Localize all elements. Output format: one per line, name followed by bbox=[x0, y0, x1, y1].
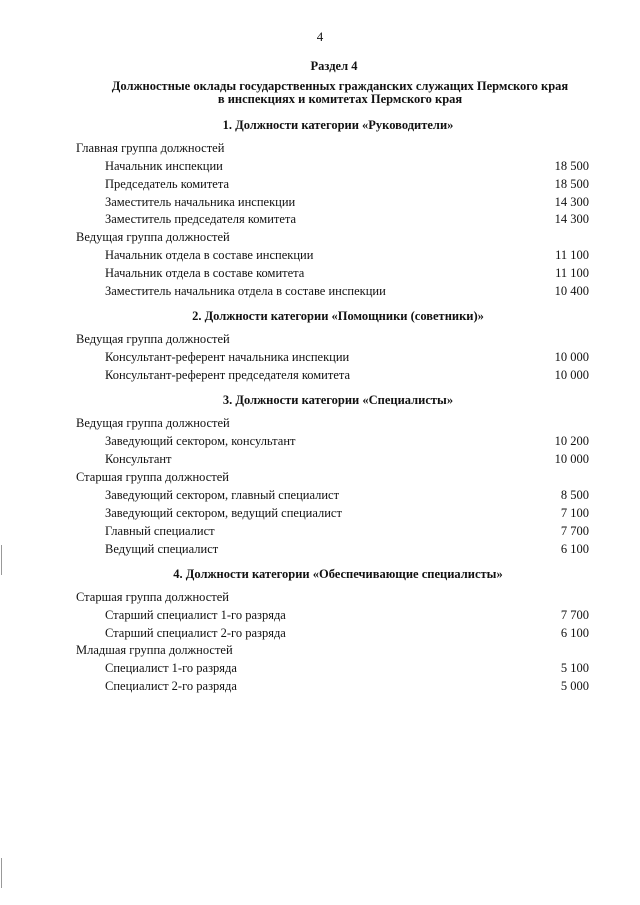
position-name: Начальник отдела в составе комитета bbox=[105, 266, 305, 280]
salary-value: 6 100 bbox=[560, 542, 589, 556]
section-heading: 1. Должности категории «Руководители» bbox=[222, 118, 454, 132]
group-name: Ведущая группа должностей bbox=[76, 230, 230, 244]
position-name: Главный специалист bbox=[105, 524, 215, 538]
group-name: Старшая группа должностей bbox=[76, 590, 229, 604]
position-name: Заведующий сектором, консультант bbox=[105, 434, 296, 448]
section-heading: 4. Должности категории «Обеспечивающие специалисты» bbox=[173, 567, 503, 581]
salary-value: 11 100 bbox=[555, 248, 589, 262]
salary-row bbox=[105, 452, 589, 468]
salary-row bbox=[105, 679, 589, 695]
salary-value: 7 100 bbox=[560, 506, 589, 520]
group-name: Ведущая группа должностей bbox=[76, 416, 230, 430]
section-heading: 3. Должности категории «Специалисты» bbox=[222, 393, 454, 407]
group-name: Младшая группа должностей bbox=[76, 643, 233, 657]
salary-value: 18 500 bbox=[554, 177, 589, 191]
group-name: Старшая группа должностей bbox=[76, 470, 229, 484]
salary-row bbox=[105, 248, 589, 264]
salary-row bbox=[105, 661, 589, 677]
salary-row bbox=[105, 608, 589, 624]
position-name: Ведущий специалист bbox=[105, 542, 219, 556]
salary-row bbox=[105, 159, 589, 175]
position-name: Заместитель начальника отдела в составе инспекции bbox=[105, 284, 386, 298]
salary-row bbox=[105, 542, 589, 558]
salary-value: 5 000 bbox=[560, 679, 589, 693]
position-name: Старший специалист 2-го разряда bbox=[105, 626, 286, 640]
position-name: Заместитель председателя комитета bbox=[105, 212, 297, 226]
salary-row bbox=[105, 284, 589, 300]
salary-row bbox=[105, 368, 589, 384]
salary-value: 10 000 bbox=[554, 368, 589, 382]
salary-row bbox=[105, 195, 589, 211]
position-name: Начальник инспекции bbox=[105, 159, 223, 173]
salary-value: 10 200 bbox=[554, 434, 589, 448]
position-name: Консультант bbox=[105, 452, 172, 466]
salary-row bbox=[105, 626, 589, 642]
salary-value: 5 100 bbox=[560, 661, 589, 675]
salary-row bbox=[105, 488, 589, 504]
document-title-line: Должностные оклады государственных гражданских служащих Пермского края bbox=[111, 79, 569, 93]
position-name: Специалист 2-го разряда bbox=[105, 679, 237, 693]
salary-row bbox=[105, 506, 589, 522]
section-heading: 2. Должности категории «Помощники (советники)» bbox=[192, 309, 484, 323]
salary-row bbox=[105, 177, 589, 193]
salary-value: 11 100 bbox=[555, 266, 589, 280]
salary-value: 14 300 bbox=[554, 212, 589, 226]
document-title-line: в инспекциях и комитетах Пермского края bbox=[217, 92, 463, 106]
salary-value: 7 700 bbox=[560, 524, 589, 538]
scan-margin-mark bbox=[1, 545, 2, 575]
salary-row bbox=[105, 434, 589, 450]
position-name: Председатель комитета bbox=[105, 177, 229, 191]
salary-value: 10 000 bbox=[554, 452, 589, 466]
scan-margin-mark bbox=[1, 858, 2, 888]
group-name: Главная группа должностей bbox=[76, 141, 225, 155]
salary-row bbox=[105, 350, 589, 366]
group-name: Ведущая группа должностей bbox=[76, 332, 230, 346]
salary-value: 8 500 bbox=[560, 488, 589, 502]
salary-row bbox=[105, 212, 589, 228]
salary-row bbox=[105, 266, 589, 282]
position-name: Заведующий сектором, главный специалист bbox=[105, 488, 340, 502]
position-name: Консультант-референт председателя комитета bbox=[105, 368, 351, 382]
position-name: Заведующий сектором, ведущий специалист bbox=[105, 506, 342, 520]
position-name: Специалист 1-го разряда bbox=[105, 661, 237, 675]
salary-row bbox=[105, 524, 589, 540]
salary-value: 6 100 bbox=[560, 626, 589, 640]
salary-value: 10 000 bbox=[554, 350, 589, 364]
position-name: Заместитель начальника инспекции bbox=[105, 195, 296, 209]
salary-value: 7 700 bbox=[560, 608, 589, 622]
salary-value: 10 400 bbox=[554, 284, 589, 298]
page-number: 4 bbox=[316, 29, 324, 44]
position-name: Старший специалист 1-го разряда bbox=[105, 608, 286, 622]
salary-value: 18 500 bbox=[554, 159, 589, 173]
document-title bbox=[60, 80, 620, 106]
position-name: Начальник отдела в составе инспекции bbox=[105, 248, 314, 262]
salary-value: 14 300 bbox=[554, 195, 589, 209]
position-name: Консультант-референт начальника инспекции bbox=[105, 350, 350, 364]
section-label: Раздел 4 bbox=[310, 59, 358, 73]
